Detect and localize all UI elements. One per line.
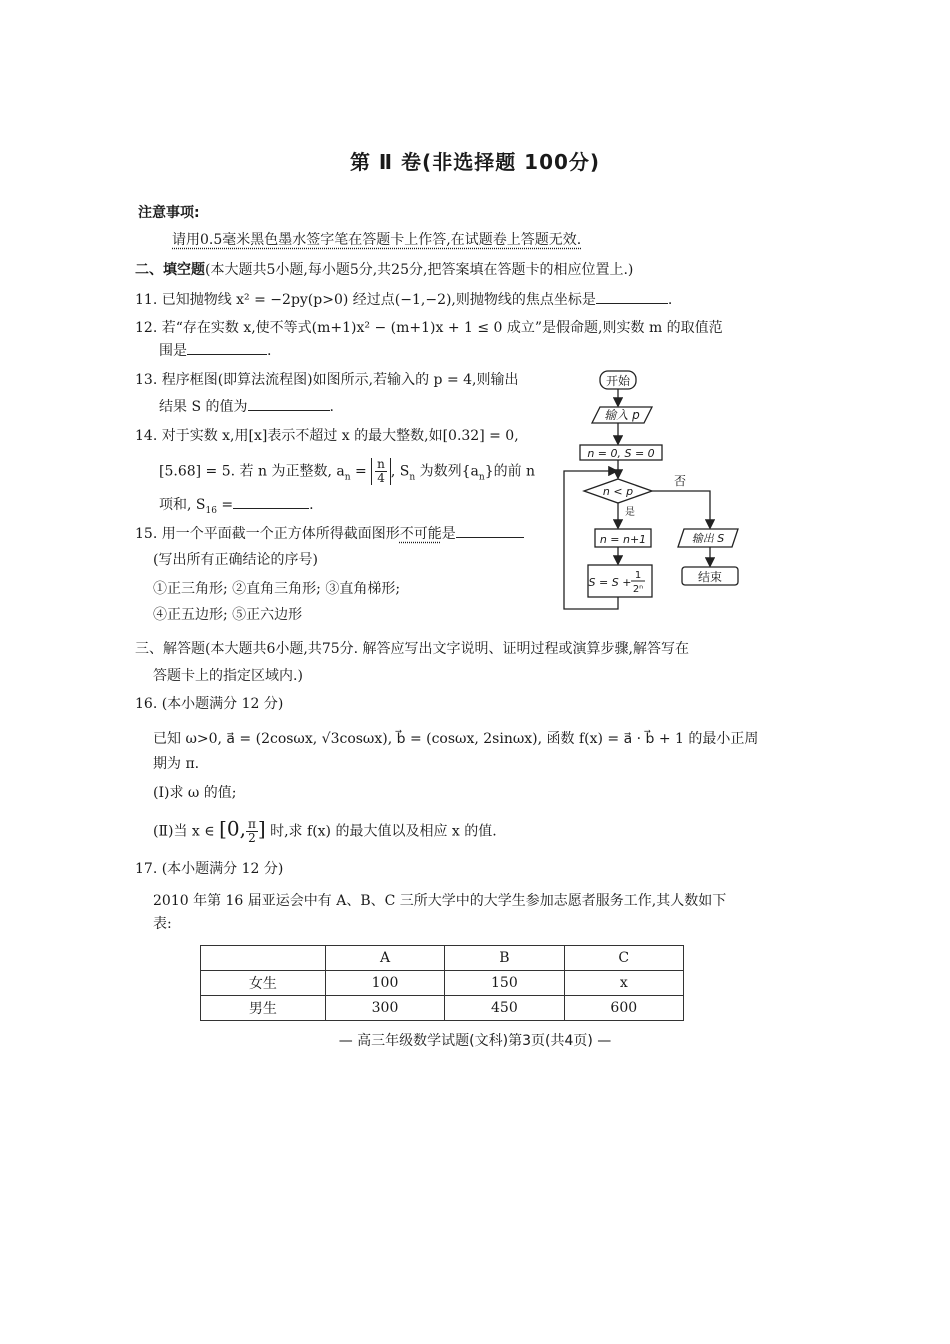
q16-p2b: 时,求 f(x) 的最大值以及相应 x 的值.: [265, 823, 497, 840]
q14-sub-an: n: [344, 472, 351, 483]
q14-sub-sn: n: [409, 472, 416, 483]
q11-answer-blank: [596, 289, 668, 304]
flow-end-label: 结束: [697, 570, 723, 584]
q13-line1: 13. 程序框图(即算法流程图)如图所示,若输入的 p = 4,则输出: [135, 372, 519, 388]
table-cell: 450: [445, 996, 564, 1021]
table-row: [201, 971, 684, 996]
table-header-cell: A: [325, 946, 444, 971]
q15-line2: (写出所有正确结论的序号): [153, 552, 318, 568]
q14-line2: [159, 458, 535, 487]
q16-frac-den: 2: [248, 831, 256, 845]
q16-interval-left: [0,: [219, 816, 246, 841]
q16-interval-right: ]: [257, 816, 266, 841]
q17-head: 17. (本小题满分 12 分): [135, 861, 284, 877]
q14-l2c: , S: [390, 463, 410, 480]
table-cell: 男生: [201, 996, 326, 1021]
q14-line3: [159, 494, 314, 521]
flowchart: [560, 365, 760, 615]
q12-answer-blank: [187, 340, 267, 355]
table-header-cell: B: [445, 946, 564, 971]
q15-l1b: 是: [441, 526, 456, 542]
q12-end: .: [267, 343, 272, 359]
q15-options-1: ①正三角形; ②直角三角形; ③直角梯形;: [153, 581, 401, 597]
q15-line1: [135, 523, 524, 544]
q15-l1a: 15. 用一个平面截一个正方体所得截面图形: [135, 526, 400, 542]
table-cell: 300: [325, 996, 444, 1021]
q14-frac-den: 4: [377, 471, 385, 485]
q12-line2: [159, 340, 271, 361]
flow-cond-label: n < p: [602, 485, 634, 498]
q14-end: .: [309, 497, 314, 513]
notice-text: 请用0.5毫米黑色墨水签字笔在答题卡上作答,在试题卷上答题无效.: [172, 232, 582, 248]
volunteer-table: [200, 945, 684, 1021]
flow-yes-label: 是: [625, 507, 635, 518]
q14-answer-blank: [233, 494, 309, 509]
section2-desc: (本大题共5小题,每小题5分,共25分,把答案填在答题卡的相应位置上.): [205, 262, 634, 278]
flow-input-label: 输入 p: [604, 408, 640, 422]
notice-heading: 注意事项:: [138, 205, 200, 221]
q16-part1: (Ⅰ)求 ω 的值;: [153, 785, 237, 801]
q12-line2-text: 围是: [159, 343, 187, 359]
q16-part2: [153, 818, 497, 845]
flow-no-label: 否: [673, 474, 687, 488]
flow-inc-label: n = n+1: [599, 533, 647, 546]
flow-init-label: n = 0, S = 0: [587, 447, 655, 460]
table-cell: 100: [325, 971, 444, 996]
q16-p2a: (Ⅱ)当 x ∈: [153, 823, 220, 840]
q13-answer-blank: [248, 396, 330, 411]
q11-end: .: [667, 292, 673, 308]
flow-acc-den: 2ⁿ: [632, 584, 644, 595]
section3-line2: 答题卡上的指定区域内.): [153, 668, 303, 684]
table-header-cell: [201, 946, 326, 971]
q15-emphasis: 不可能: [399, 526, 442, 542]
table-cell: 女生: [201, 971, 326, 996]
q11-text: 11. 已知抛物线 x² = −2py(p>0) 经过点(−1,−2),则抛物线的焦点坐标是: [135, 292, 596, 308]
flow-acc-num: 1: [634, 570, 642, 581]
q17-line2: 表:: [153, 916, 172, 932]
table-header-cell: C: [564, 946, 683, 971]
page-footer: — 高三年级数学试题(文科)第3页(共4页) —: [338, 1033, 612, 1049]
table-row: [201, 996, 684, 1021]
q15-answer-blank: [456, 523, 524, 538]
q14-sub-s16: 16: [205, 505, 217, 516]
table-cell: 600: [564, 996, 683, 1021]
page-title: 第 Ⅱ 卷(非选择题 100分): [349, 150, 601, 174]
q13-line2: [159, 396, 334, 417]
q14-l2e: }的前 n: [484, 463, 536, 480]
q16-line2: 期为 π.: [153, 756, 200, 772]
q14-line1: 14. 对于实数 x,用[x]表示不超过 x 的最大整数,如[0.32] = 0,: [135, 428, 519, 444]
table-cell: x: [564, 971, 683, 996]
section3-line1: 三、解答题(本大题共6小题,共75分. 解答应写出文字说明、证明过程或演算步骤,解答写在: [135, 641, 689, 657]
floor-bracket: [371, 458, 391, 485]
q13-line2-text: 结果 S 的值为: [159, 399, 248, 415]
q14-l2a: [5.68] = 5. 若 n 为正整数, a: [159, 463, 345, 480]
q16-head: 16. (本小题满分 12 分): [135, 696, 284, 712]
q14-l3b: =: [216, 497, 234, 513]
q16-line1: 已知 ω>0, a⃗ = (2cosωx, √3cosωx), b⃗ = (cosωx, 2sinωx), 函数 f(x) = a⃗ · b⃗ + 1 的最小正周: [153, 731, 759, 747]
q15-options-2: ④正五边形; ⑤正六边形: [153, 607, 303, 623]
section2-heading: 二、填空题: [135, 262, 205, 278]
q14-frac-num: n: [377, 457, 385, 471]
q14-sub-an2: n: [478, 472, 485, 483]
q12-line1: 12. 若“存在实数 x,使不等式(m+1)x² − (m+1)x + 1 ≤ 0 成立”是假命题,则实数 m 的取值范: [135, 320, 723, 336]
q14-l3a: 项和, S: [159, 497, 206, 513]
q14-l2d: 为数列{a: [415, 463, 479, 480]
question-11: [135, 289, 672, 310]
flow-start-label: 开始: [605, 374, 631, 388]
q16-frac-num: π: [247, 817, 256, 831]
flow-acc-label: S = S +: [588, 576, 632, 589]
q13-end: .: [329, 399, 334, 415]
flow-output-label: 输出 S: [691, 532, 725, 545]
section2-line: [135, 260, 633, 280]
table-header-row: [201, 946, 684, 971]
q14-l2b: =: [350, 463, 372, 480]
table-cell: 150: [445, 971, 564, 996]
q17-line1: 2010 年第 16 届亚运会中有 A、B、C 三所大学中的大学生参加志愿者服务工作,其人数如下: [153, 893, 727, 909]
